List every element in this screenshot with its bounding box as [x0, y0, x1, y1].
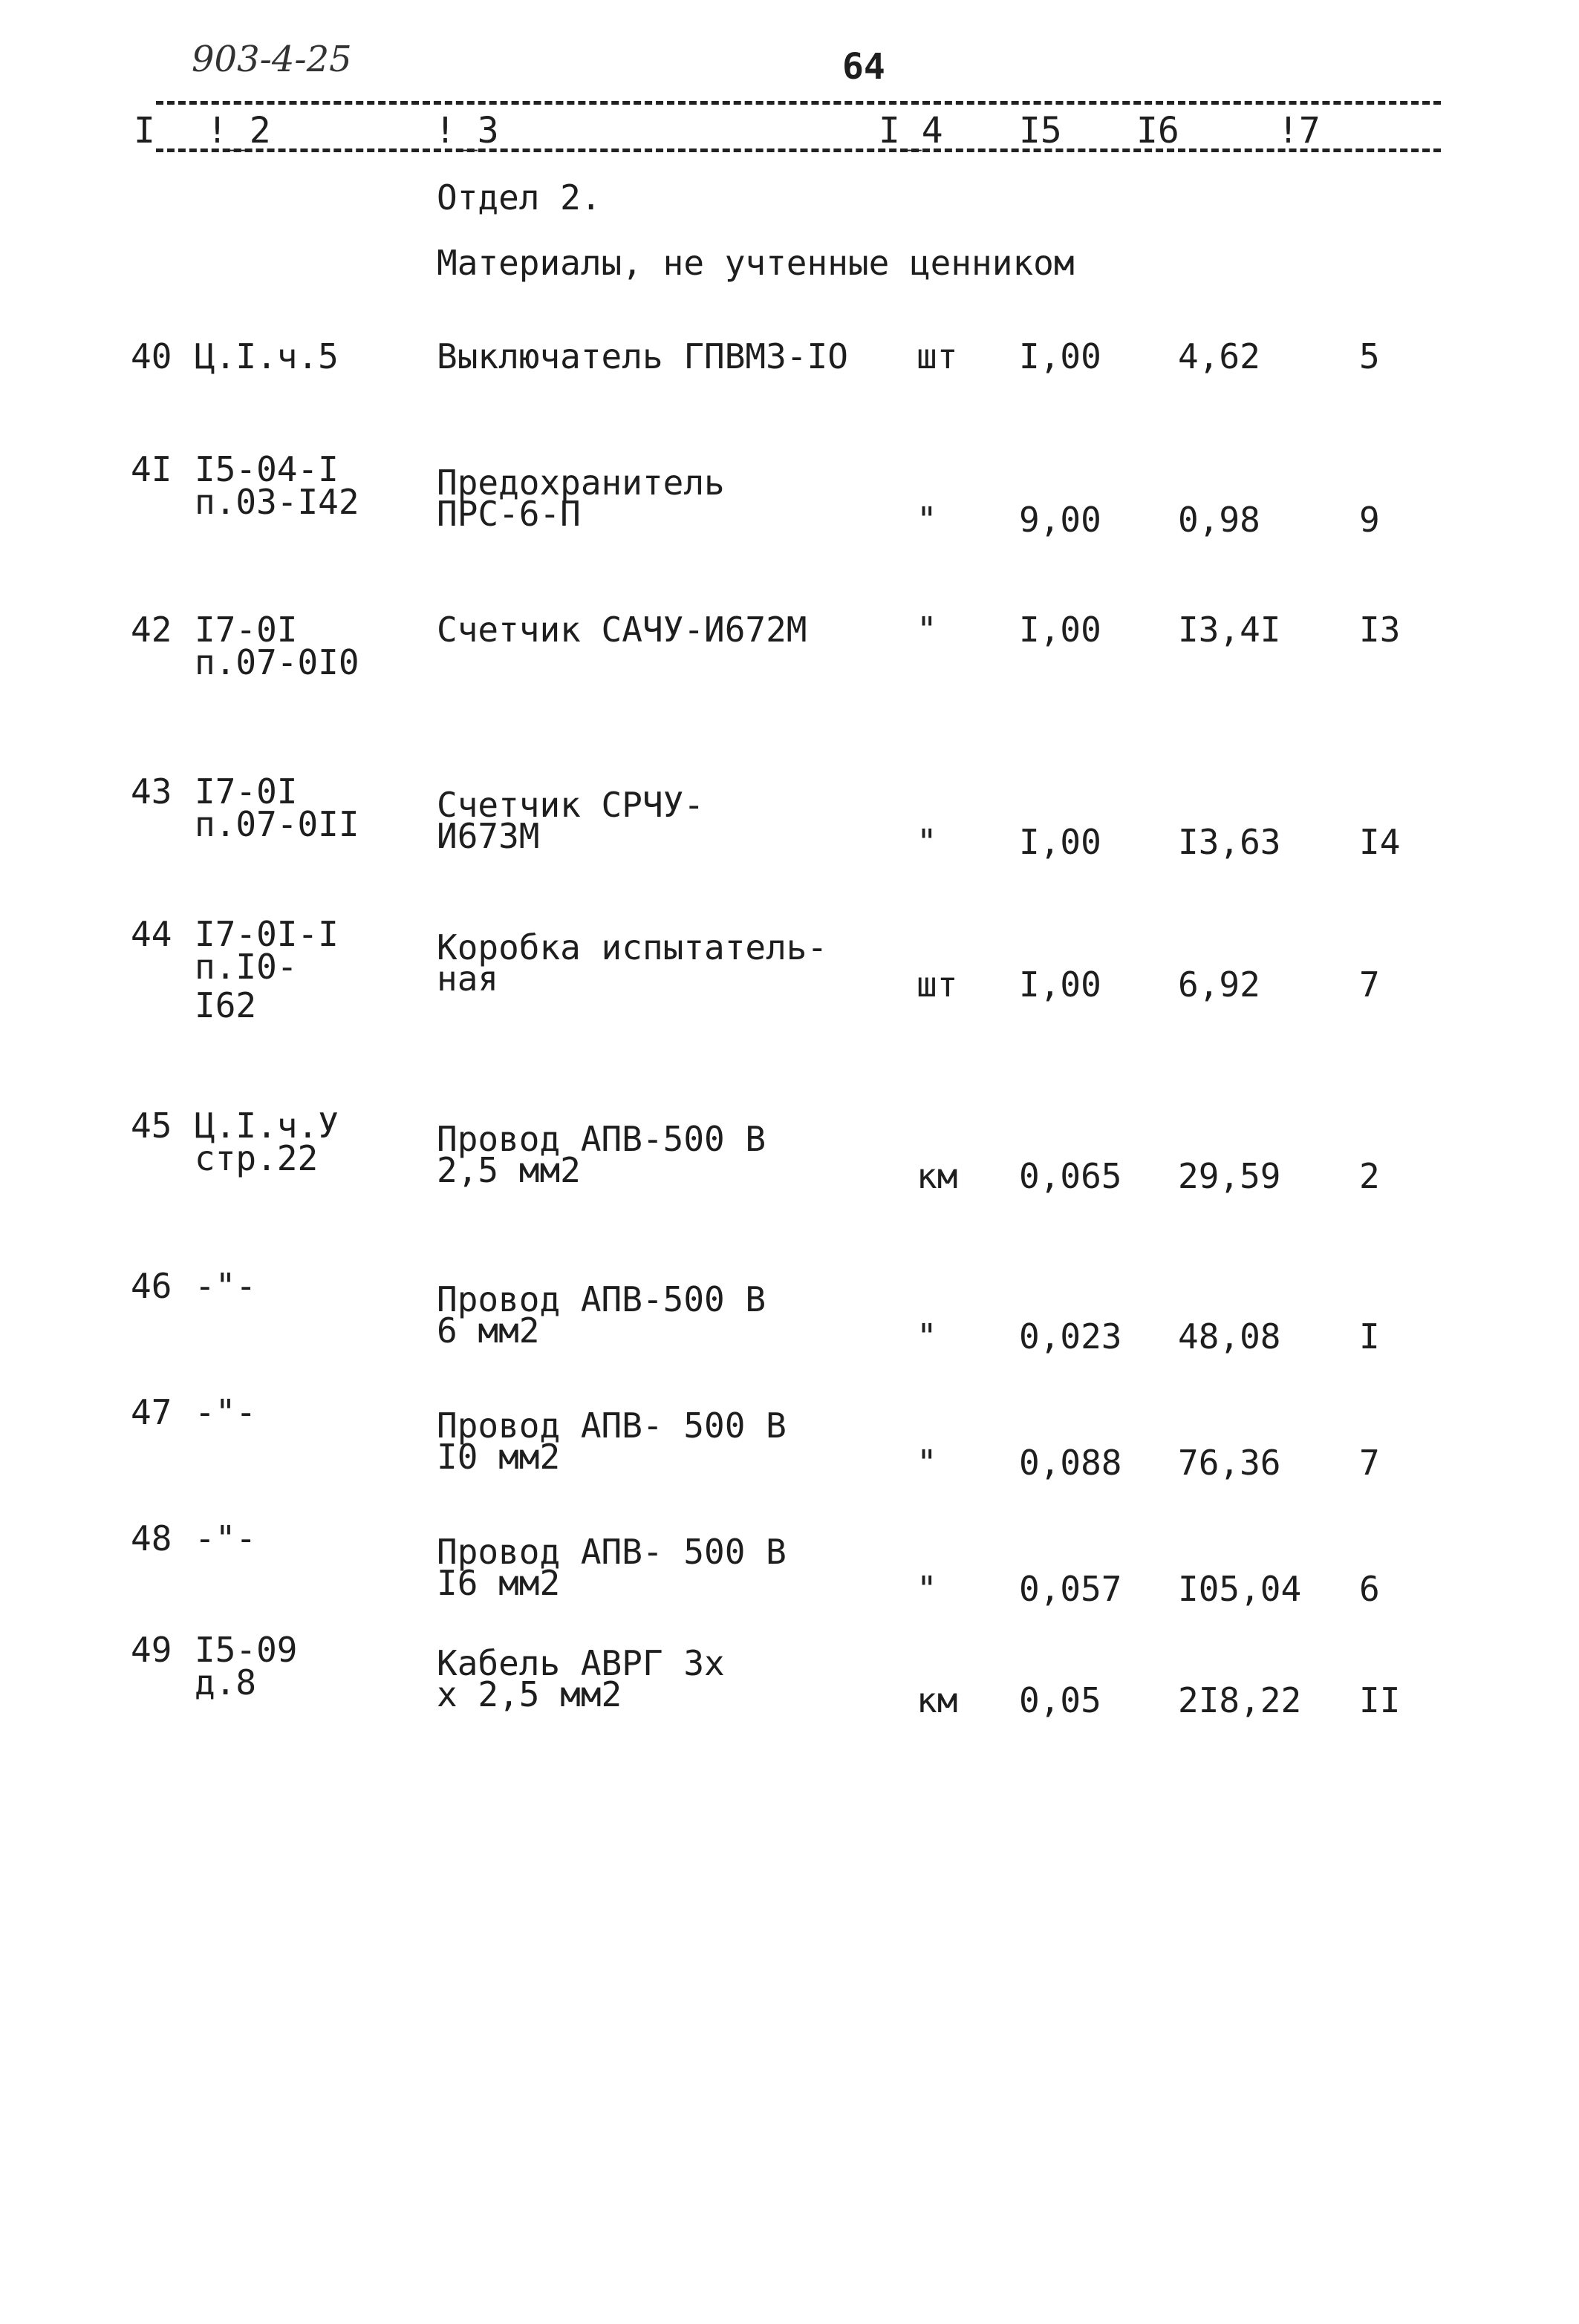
row-total: I: [1359, 1316, 1380, 1357]
row-name-line: Выключатель ГПВМЗ-IO: [437, 336, 848, 376]
row-reference-line: п.I0-: [195, 947, 298, 987]
row-price: 6,92: [1178, 964, 1260, 1005]
row-number: 44: [131, 914, 172, 954]
row-unit: км: [917, 1156, 958, 1196]
row-unit: ": [917, 1443, 937, 1483]
row-price: 76,36: [1178, 1443, 1281, 1483]
row-price: 29,59: [1178, 1156, 1281, 1196]
row-price: 48,08: [1178, 1316, 1281, 1357]
header-bottom-rule: [156, 148, 1441, 152]
row-total: 7: [1359, 1443, 1380, 1483]
row-name-line: 6 мм2: [437, 1310, 540, 1351]
row-reference-line: I62: [195, 985, 257, 1025]
row-reference-line: д.8: [195, 1662, 257, 1703]
row-name-line: Коробка испытатель-: [437, 927, 828, 967]
row-unit: ": [917, 1316, 937, 1357]
row-reference-line: Ц.I.ч.5: [195, 336, 339, 376]
row-price: I3,63: [1178, 822, 1281, 862]
column-header-1: I: [134, 110, 155, 151]
row-quantity: 0,065: [1019, 1156, 1122, 1196]
row-total: I3: [1359, 610, 1401, 650]
row-name-line: Провод АПВ- 500 В: [437, 1532, 787, 1572]
row-quantity: 0,023: [1019, 1316, 1122, 1357]
row-name-line: ная: [437, 959, 499, 999]
row-reference-line: п.07-0I0: [195, 642, 359, 682]
row-reference-line: п.03-I42: [195, 482, 359, 522]
column-header-6: I6: [1136, 110, 1179, 151]
section-subtitle: Материалы, не учтенные ценником: [437, 243, 1075, 283]
column-header-2: !_2: [206, 110, 271, 151]
row-number: 4I: [131, 449, 172, 489]
row-reference-line: I7-0I: [195, 610, 298, 650]
row-reference-line: -"-: [195, 1518, 257, 1558]
row-number: 48: [131, 1518, 172, 1558]
row-unit: шт: [917, 964, 958, 1005]
row-number: 40: [131, 336, 172, 376]
document-code: 903-4-25: [192, 39, 352, 80]
row-quantity: I,00: [1019, 964, 1101, 1005]
row-number: 43: [131, 771, 172, 812]
column-header-5: I5: [1019, 110, 1062, 151]
row-number: 42: [131, 610, 172, 650]
row-reference-line: I5-09: [195, 1630, 298, 1670]
section-title: Отдел 2.: [437, 177, 602, 218]
column-header-7: !7: [1277, 110, 1321, 151]
row-price: 2I8,22: [1178, 1680, 1302, 1720]
row-reference-line: -"-: [195, 1392, 257, 1432]
row-name-line: Предохранитель: [437, 463, 725, 503]
row-price: I3,4I: [1178, 610, 1281, 650]
row-reference-line: I7-0I: [195, 771, 298, 812]
row-total: 7: [1359, 964, 1380, 1005]
row-price: 0,98: [1178, 500, 1260, 540]
row-quantity: 0,088: [1019, 1443, 1122, 1483]
row-number: 47: [131, 1392, 172, 1432]
row-quantity: 9,00: [1019, 500, 1101, 540]
row-unit: ": [917, 1569, 937, 1609]
row-unit: ": [917, 822, 937, 862]
row-reference-line: I7-0I-I: [195, 914, 339, 954]
header-top-rule: [156, 101, 1441, 105]
row-name-line: Счетчик СРЧУ-: [437, 785, 705, 825]
row-number: 45: [131, 1106, 172, 1146]
column-header-4: I_4: [879, 110, 943, 151]
row-unit: км: [917, 1680, 958, 1720]
row-reference-line: -"-: [195, 1266, 257, 1306]
row-total: 5: [1359, 336, 1380, 376]
row-name-line: I6 мм2: [437, 1563, 561, 1603]
row-quantity: I,00: [1019, 336, 1101, 376]
row-number: 49: [131, 1630, 172, 1670]
row-name-line: I0 мм2: [437, 1437, 561, 1477]
row-quantity: 0,05: [1019, 1680, 1101, 1720]
row-total: 2: [1359, 1156, 1380, 1196]
row-name-line: Провод АПВ- 500 В: [437, 1406, 787, 1446]
row-total: 9: [1359, 500, 1380, 540]
row-name-line: 2,5 мм2: [437, 1150, 581, 1190]
row-name-line: Кабель АВРГ 3х: [437, 1643, 725, 1683]
row-unit: ": [917, 500, 937, 540]
row-name-line: ПРС-6-П: [437, 494, 581, 534]
row-number: 46: [131, 1266, 172, 1306]
row-reference-line: Ц.I.ч.У: [195, 1106, 339, 1146]
row-quantity: 0,057: [1019, 1569, 1122, 1609]
row-price: 4,62: [1178, 336, 1260, 376]
row-quantity: I,00: [1019, 610, 1101, 650]
row-total: 6: [1359, 1569, 1380, 1609]
row-name-line: Провод АПВ-500 В: [437, 1119, 766, 1159]
row-name-line: Провод АПВ-500 В: [437, 1279, 766, 1319]
row-price: I05,04: [1178, 1569, 1302, 1609]
row-reference-line: стр.22: [195, 1138, 319, 1178]
row-reference-line: I5-04-I: [195, 449, 339, 489]
row-total: I4: [1359, 822, 1401, 862]
row-unit: ": [917, 610, 937, 650]
row-unit: шт: [917, 336, 958, 376]
row-quantity: I,00: [1019, 822, 1101, 862]
row-name-line: х 2,5 мм2: [437, 1674, 622, 1714]
row-name-line: И673М: [437, 816, 540, 856]
page-number: 64: [842, 46, 885, 88]
row-name-line: Счетчик САЧУ-И672М: [437, 610, 807, 650]
column-header-3: !_3: [434, 110, 499, 151]
row-reference-line: п.07-0II: [195, 804, 359, 844]
row-total: II: [1359, 1680, 1401, 1720]
